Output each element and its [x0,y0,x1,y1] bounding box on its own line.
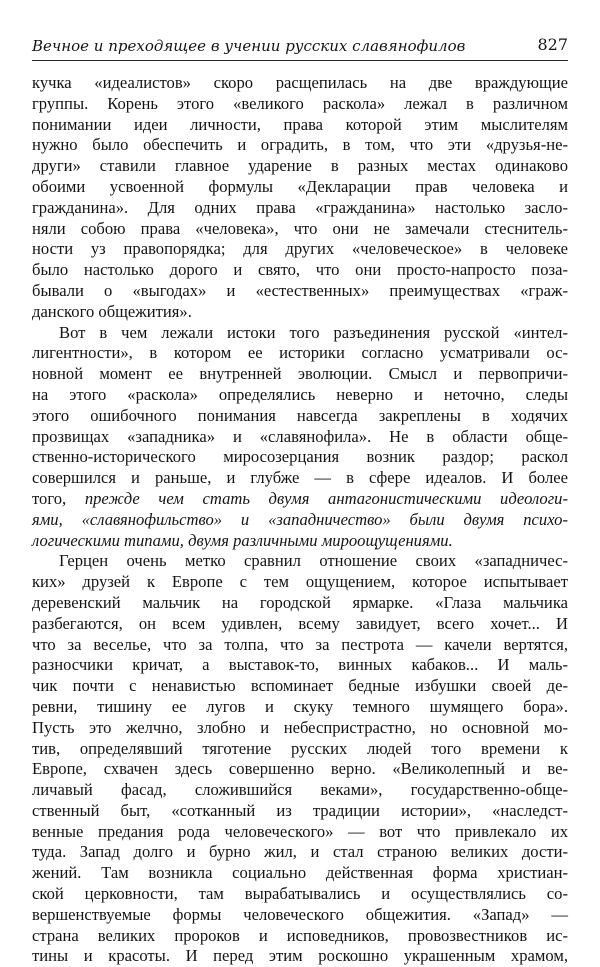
running-header [32,34,568,61]
body-text [32,73,568,967]
text-line: личавый фасад, сложившийся веками», государственно-обще- [32,780,568,800]
text-line: этого ошибочного понимания навсегда закреплены в ходячих [32,405,568,425]
text-line: кучка «идеалистов» скоро расщепилась на две враждующие [32,73,568,92]
text-line: обоими усвоенной формулы «Декларации прав человека и [32,176,568,196]
text-line: вершенствуемые формы человеческого общежития. «Запад» — [32,904,568,924]
text-line-mixed [32,489,568,510]
text-line: Герцен очень метко сравнил отношение своих «западничес- [59,551,568,571]
text-line: жений. Там возникла социально действенная форма христиан- [32,863,568,883]
text-line: ской церковности, там вырабатывались и осуществлялись со- [32,884,568,904]
running-title: Вечное и преходящее в учении русских славянофилов [32,37,466,55]
text-line: лигентности», в котором ее историки согласно усматривали ос- [32,343,568,363]
text-line: разносчики кричат, а выставок-то, винных кабаков... И маль- [32,655,568,675]
text-line: что за веселье, что за толпа, что за пестрота — качели вертятся, [32,634,568,654]
text-line: ревни, тишину ее лугов и скуку темного шумящего бора». [32,696,568,716]
text-line: на этого «раскола» определялись неверно и неточно, следы [32,384,568,404]
text-line: данского общежития». [32,301,192,321]
text-line: понимании идеи личности, права которой этим мыслителям [32,114,568,134]
text-line: логическими типами, двумя различными мироощущениями. [32,530,453,550]
text-line: чик почти с ненавистью вспоминает бедные избушки своей де- [32,676,568,696]
text-line: ности уз правопорядка; для других «человеческое» в человеке [32,239,568,259]
italic-segment: прежде чем стать двумя антагонистическими идеологи- [84,488,568,508]
text-line: ственный быт, «сотканный из традиции истории», «наследст- [32,800,568,820]
text-line: бывали о «выгодах» и «естественных» преимуществах «граж- [32,280,568,300]
text-line: тив, определявший тяготение русских людей того времени к [32,738,568,758]
text-line: ями, «славянофильство» и «западничество» были двумя психо- [32,509,568,529]
text-line: деревенский мальчик на городской ярмарке. «Глаза мальчика [32,592,568,612]
text-line: туда. Запад долго и бурно жил, и стал страною великих дости- [32,842,568,862]
text-segment: того, [32,488,67,508]
text-line: новной момент ее внутренней эволюции. Смысл и первопричи- [32,364,568,384]
text-line: нужно было обеспечить и оградить, в том, что эти «друзья-не- [32,135,568,155]
text-line: группы. Корень этого «великого раскола» лежал в различном [32,93,568,113]
text-line: венные предания рода человеческого» — вот что привлекало их [32,821,568,841]
text-line: страна великих пророков и исповедников, провозвестников ис- [32,925,568,945]
text-line: гражданина». Для одних права «гражданина» настолько засло- [32,197,568,217]
text-line: прозвищах «западника» и «славянофила». Не в области обще- [32,426,568,446]
text-line: други» ставили главное ударение в разных местах одинаково [32,156,568,176]
text-line: Европе, схвачен здесь совершенно верно. «Великолепный и ве- [32,759,568,779]
text-line: ственно-исторического миросозерцания возник раздор; раскол [32,447,568,467]
text-line: Пусть это желчно, злобно и небеспристрастно, но основной мо- [32,717,568,737]
text-line: было настолько дорого и свято, что они просто-напросто поза- [32,260,568,280]
text-line: ких» друзей к Европе с тем ощущением, которое испытывает [32,572,568,592]
text-line: разбегаются, он всем удивлен, всему завидует, всего хочет... И [32,613,568,633]
text-line: няли собою права «человека», что они не замечали стеснитель- [32,218,568,238]
text-line: совершился и раньше, и глубже — в сфере идеалов. И более [32,468,568,488]
text-line: Вот в чем лежали истоки того разъединения русской «интел- [59,322,568,342]
page-number: 827 [537,35,568,54]
text-line: тины и красоты. И перед этим роскошно украшенным храмом, [32,946,568,966]
